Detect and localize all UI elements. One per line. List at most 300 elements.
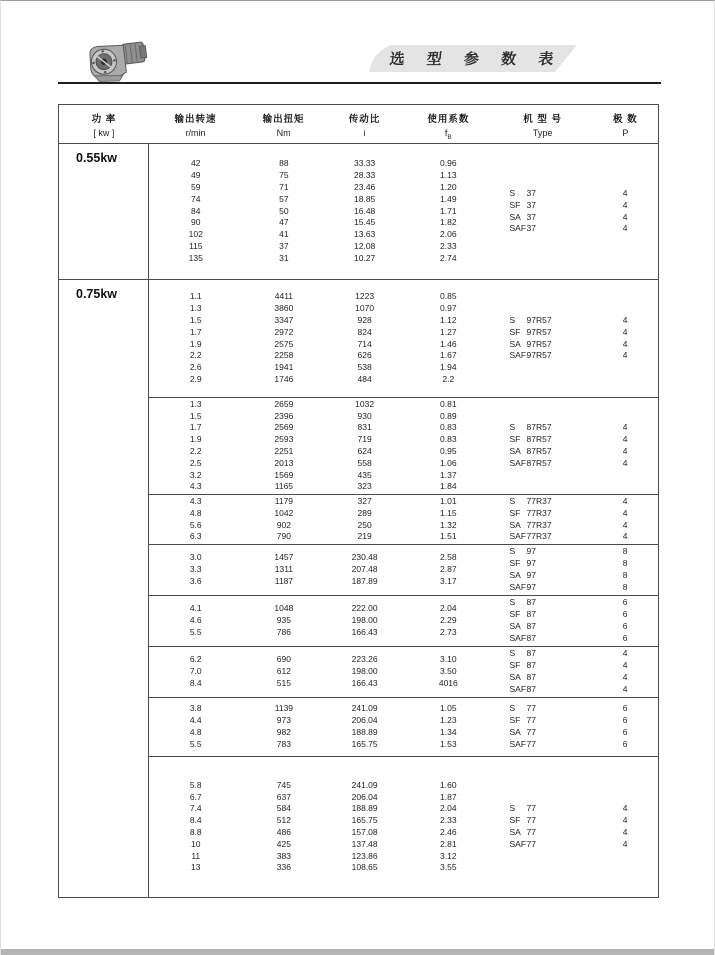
type-poles-group	[493, 496, 658, 543]
type-series-prefix: SF	[509, 660, 521, 671]
type-model: 37	[526, 199, 536, 210]
table-row	[149, 666, 493, 678]
ratio-value: 137.48	[351, 838, 378, 849]
type-series-prefix: S	[509, 803, 516, 814]
type-model: 77	[526, 715, 536, 726]
speed-value: 4.6	[189, 615, 202, 626]
speed-value: 6.3	[189, 531, 202, 542]
service-factor-value: 4016	[438, 677, 458, 688]
torque-value: 1139	[274, 703, 294, 714]
table-row	[149, 241, 493, 253]
poles-value: 4	[622, 815, 628, 826]
table-row	[149, 576, 493, 588]
ratio-value: 824	[357, 326, 372, 337]
table-row	[149, 194, 493, 206]
poles-value: 4	[622, 672, 628, 682]
table-row	[149, 654, 493, 666]
torque-value: 584	[276, 803, 291, 814]
service-factor-value: 1.34	[440, 727, 457, 737]
type-series-prefix: SF	[509, 507, 521, 518]
poles-value: 4	[622, 660, 628, 671]
data-block	[149, 756, 658, 897]
table-row	[149, 206, 493, 218]
speed-value: 5.5	[189, 626, 202, 637]
service-factor-value: 1.01	[440, 495, 457, 506]
torque-value: 637	[276, 791, 291, 802]
data-rows	[149, 780, 493, 874]
torque-value: 902	[276, 519, 291, 530]
ratio-value: 198.00	[351, 666, 378, 677]
type-value	[493, 223, 593, 235]
speed-value: 42	[191, 158, 201, 169]
table-row	[149, 815, 493, 827]
type-series-prefix: SF	[509, 715, 521, 726]
ratio-value: 250	[357, 519, 372, 530]
data-rows	[149, 496, 493, 543]
section-blocks	[149, 280, 658, 897]
type-series-prefix: SAF	[509, 683, 527, 694]
column-header-poles: 极 数 P	[613, 114, 638, 138]
service-factor-value: 2.06	[440, 229, 457, 240]
data-rows	[149, 552, 493, 587]
torque-value: 88	[279, 158, 289, 169]
poles-value: 4	[622, 838, 628, 849]
poles-value: 4	[622, 446, 628, 456]
type-value	[493, 621, 593, 633]
table-row	[149, 739, 493, 751]
type-value	[493, 434, 593, 446]
speed-value: 5.6	[189, 519, 202, 530]
type-series-prefix: SA	[509, 338, 521, 349]
data-block	[149, 595, 658, 646]
ratio-value: 165.75	[351, 738, 378, 749]
poles-value: 4	[622, 187, 628, 198]
speed-value: 74	[191, 193, 201, 204]
type-model: 77	[526, 827, 536, 837]
power-section	[59, 279, 658, 897]
torque-value: 57	[279, 193, 289, 204]
poles-value: 4	[622, 314, 628, 325]
type-model: 87R57	[526, 446, 552, 456]
speed-value: 3.2	[189, 469, 202, 480]
torque-value: 783	[276, 738, 291, 749]
service-factor-value: 0.83	[440, 422, 457, 433]
ratio-value: 157.08	[351, 827, 378, 837]
service-factor-value: 3.55	[440, 862, 457, 873]
table-row	[149, 727, 493, 739]
type-model: 77R37	[526, 519, 552, 530]
ratio-value: 188.89	[351, 803, 378, 814]
type-model: 77	[526, 838, 536, 849]
service-factor-value: 1.13	[440, 170, 457, 181]
table-row	[149, 229, 493, 241]
type-poles-group	[493, 422, 658, 469]
type-poles-group	[493, 648, 658, 695]
torque-value: 336	[276, 862, 291, 873]
poles-value: 6	[622, 621, 628, 631]
poles-value: 4	[622, 326, 628, 337]
speed-value: 4.4	[189, 715, 202, 726]
speed-value: 49	[191, 170, 201, 181]
title-badge	[367, 44, 579, 73]
type-value	[493, 633, 593, 645]
speed-value: 10	[191, 838, 201, 849]
speed-value: 3.3	[189, 564, 202, 575]
table-row	[149, 411, 493, 423]
speed-value: 4.1	[189, 603, 202, 614]
data-rows	[149, 158, 493, 264]
type-model: 87	[526, 683, 536, 694]
table-header	[59, 105, 658, 144]
speed-value: 8.4	[189, 815, 202, 826]
data-block	[149, 144, 658, 279]
ratio-value: 624	[357, 446, 372, 456]
torque-value: 690	[276, 654, 291, 665]
torque-value: 4411	[274, 291, 294, 302]
type-value	[493, 558, 593, 570]
poles-value: 4	[622, 507, 628, 518]
type-series-prefix: S	[509, 422, 516, 433]
torque-value: 3347	[274, 314, 294, 325]
ratio-value: 831	[357, 422, 372, 433]
speed-value: 2.9	[189, 373, 202, 384]
type-series-prefix: SA	[509, 211, 521, 222]
type-series-prefix: S	[509, 187, 516, 198]
column-header-torque: 输出扭矩 Nm	[262, 114, 305, 138]
type-value	[493, 508, 593, 520]
speed-value: 7.0	[189, 666, 202, 677]
speed-value: 102	[188, 229, 203, 240]
type-series-prefix: SAF	[509, 350, 527, 361]
ratio-value: 188.89	[351, 727, 378, 737]
type-series-prefix: SA	[509, 672, 521, 682]
ratio-value: 219	[357, 531, 372, 542]
table-row	[149, 217, 493, 229]
torque-value: 37	[279, 240, 289, 251]
column-header-ratio: 传动比 i	[348, 114, 381, 138]
type-model: 87	[526, 632, 536, 643]
ratio-value: 33.33	[354, 158, 376, 169]
service-factor-value: 2.33	[440, 815, 457, 826]
type-series-prefix: S	[509, 703, 516, 714]
table-row	[149, 458, 493, 470]
type-value	[493, 531, 593, 543]
type-model: 77	[526, 727, 536, 737]
service-factor-value: 1.05	[440, 703, 457, 714]
type-poles-group	[493, 803, 658, 850]
ratio-value: 323	[357, 481, 372, 492]
type-value	[493, 827, 593, 839]
torque-value: 71	[279, 182, 289, 192]
power-section	[59, 144, 658, 279]
service-factor-value: 1.84	[440, 481, 457, 492]
service-factor-value: 2.58	[440, 552, 457, 563]
torque-value: 935	[276, 615, 291, 626]
type-model: 77	[526, 803, 536, 814]
poles-value: 6	[622, 609, 628, 620]
column-header-type: 机 型 号 Type	[523, 114, 563, 138]
type-series-prefix: SA	[509, 827, 521, 837]
service-factor-value: 2.29	[440, 615, 457, 626]
type-model: 87	[526, 609, 536, 620]
speed-value: 1.5	[189, 410, 202, 421]
service-factor-value: 0.89	[440, 410, 457, 421]
column-header-power: 功 率 [ kw ]	[91, 114, 117, 138]
type-value	[493, 648, 593, 660]
type-series-prefix: SAF	[509, 457, 527, 468]
column-header-service-factor: 使用系数 $f_B$	[427, 114, 470, 141]
ratio-value: 626	[357, 350, 372, 361]
ratio-value: 289	[357, 507, 372, 518]
poles-value: 4	[622, 495, 628, 506]
torque-value: 745	[276, 779, 291, 790]
torque-value: 1746	[274, 373, 294, 384]
power-label: 0.75kw	[59, 280, 149, 897]
speed-value: 1.7	[189, 326, 202, 337]
type-value	[493, 496, 593, 508]
ratio-value: 166.43	[351, 626, 378, 637]
table-row	[149, 678, 493, 690]
speed-value: 2.2	[189, 446, 202, 456]
poles-value: 8	[622, 570, 628, 580]
ratio-value: 484	[357, 373, 372, 384]
type-model: 77R37	[526, 531, 552, 542]
torque-value: 2569	[274, 422, 294, 433]
ratio-value: 1070	[355, 303, 375, 314]
table-row	[149, 564, 493, 576]
poles-value: 4	[622, 803, 628, 814]
type-model: 77	[526, 815, 536, 826]
poles-value: 8	[622, 558, 628, 569]
service-factor-value: 1.71	[440, 205, 457, 216]
type-model: 97R57	[526, 314, 552, 325]
ratio-value: 928	[357, 314, 372, 325]
ratio-value: 714	[357, 338, 372, 349]
speed-value: 4.8	[189, 507, 202, 518]
type-model: 37	[526, 223, 536, 234]
ratio-value: 108.65	[351, 862, 378, 873]
type-value	[493, 520, 593, 532]
table-row	[149, 839, 493, 851]
type-model: 97R57	[526, 338, 552, 349]
table-row	[149, 253, 493, 265]
service-factor-value: 0.81	[440, 398, 457, 409]
type-model: 87R57	[526, 457, 552, 468]
speed-value: 1.3	[189, 398, 202, 409]
type-series-prefix: SA	[509, 727, 521, 737]
type-value	[493, 597, 593, 609]
type-model: 87	[526, 648, 536, 659]
speed-value: 6.2	[189, 654, 202, 665]
table-row	[149, 399, 493, 411]
table-row	[149, 792, 493, 804]
type-value	[493, 715, 593, 727]
ratio-value: 23.46	[354, 182, 376, 192]
torque-value: 50	[279, 205, 289, 216]
type-series-prefix: SF	[509, 815, 521, 826]
torque-value: 1048	[274, 603, 294, 614]
table-row	[149, 374, 493, 386]
table-row	[149, 603, 493, 615]
service-factor-value: 2.87	[440, 564, 457, 575]
ratio-value: 18.85	[354, 193, 376, 204]
torque-value: 41	[279, 229, 289, 240]
torque-value: 973	[276, 715, 291, 726]
torque-value: 31	[279, 252, 289, 263]
type-value	[493, 327, 593, 339]
service-factor-value: 0.95	[440, 446, 457, 456]
data-block	[149, 280, 658, 397]
type-poles-group	[493, 315, 658, 362]
service-factor-value: 3.17	[440, 575, 457, 586]
table-body	[59, 144, 658, 897]
torque-value: 425	[276, 838, 291, 849]
speed-value: 2.6	[189, 362, 202, 373]
type-value	[493, 458, 593, 470]
poles-value: 4	[622, 457, 628, 468]
service-factor-value: 1.53	[440, 738, 457, 749]
type-series-prefix: SAF	[509, 738, 527, 749]
table-row	[149, 615, 493, 627]
table-row	[149, 862, 493, 874]
type-model: 37	[526, 187, 536, 198]
type-value	[493, 684, 593, 696]
service-factor-value: 1.82	[440, 217, 457, 228]
service-factor-value: 3.10	[440, 654, 457, 665]
torque-value: 1179	[274, 495, 294, 506]
speed-value: 1.5	[189, 314, 202, 325]
table-row	[149, 703, 493, 715]
ratio-value: 207.48	[351, 564, 378, 575]
type-model: 97R57	[526, 350, 552, 361]
ratio-value: 166.43	[351, 677, 378, 688]
type-series-prefix: SA	[509, 621, 521, 631]
speed-value: 3.6	[189, 575, 202, 586]
speed-value: 1.9	[189, 338, 202, 349]
service-factor-value: 2.04	[440, 803, 457, 814]
type-value	[493, 350, 593, 362]
ratio-value: 10.27	[354, 252, 376, 263]
torque-value: 1941	[274, 362, 294, 373]
header-rule	[58, 82, 661, 84]
power-label: 0.55kw	[59, 144, 149, 279]
gear-motor-icon	[83, 33, 153, 89]
ratio-value: 222.00	[351, 603, 378, 614]
speed-value: 2.2	[189, 350, 202, 361]
service-factor-value: 0.83	[440, 434, 457, 445]
speed-value: 90	[191, 217, 201, 228]
type-series-prefix: SAF	[509, 223, 527, 234]
type-value	[493, 546, 593, 558]
gear-motor-image	[83, 33, 153, 89]
type-value	[493, 739, 593, 751]
type-series-prefix: SF	[509, 609, 521, 620]
speed-value: 6.7	[189, 791, 202, 802]
type-series-prefix: S	[509, 648, 516, 659]
ratio-value: 230.48	[351, 552, 378, 563]
type-poles-group	[493, 703, 658, 750]
speed-value: 1.7	[189, 422, 202, 433]
type-model: 77	[526, 703, 536, 714]
poles-value: 4	[622, 338, 628, 349]
torque-value: 1187	[274, 575, 294, 586]
ratio-value: 558	[357, 457, 372, 468]
torque-value: 612	[276, 666, 291, 677]
poles-value: 4	[622, 519, 628, 530]
speed-value: 135	[188, 252, 203, 263]
type-poles-group	[493, 546, 658, 593]
type-value	[493, 803, 593, 815]
ratio-value: 13.63	[354, 229, 376, 240]
type-value	[493, 660, 593, 672]
type-series-prefix: SA	[509, 446, 521, 456]
torque-value: 3860	[274, 303, 294, 314]
data-block	[149, 646, 658, 697]
table-row	[149, 434, 493, 446]
table-row	[149, 803, 493, 815]
type-series-prefix: SF	[509, 558, 521, 569]
poles-value: 6	[622, 597, 628, 608]
type-series-prefix: SF	[509, 199, 521, 210]
service-factor-value: 3.50	[440, 666, 457, 677]
type-value	[493, 315, 593, 327]
type-series-prefix: S	[509, 546, 516, 557]
speed-value: 59	[191, 182, 201, 192]
speed-value: 115	[188, 240, 203, 251]
poles-value: 4	[622, 223, 628, 234]
speed-value: 3.0	[189, 552, 202, 563]
service-factor-value: 0.97	[440, 303, 457, 314]
ratio-value: 241.09	[351, 779, 378, 790]
torque-value: 515	[276, 677, 291, 688]
service-factor-value: 1.20	[440, 182, 457, 192]
service-factor-value: 2.46	[440, 827, 457, 837]
poles-value: 4	[622, 683, 628, 694]
ratio-value: 327	[357, 495, 372, 506]
poles-value: 6	[622, 703, 628, 714]
service-factor-value: 1.49	[440, 193, 457, 204]
type-series-prefix: SA	[509, 519, 521, 530]
torque-value: 47	[279, 217, 289, 228]
page-bottom-edge	[1, 949, 714, 955]
type-value	[493, 582, 593, 594]
poles-value: 4	[622, 211, 628, 222]
ratio-value: 206.04	[351, 715, 378, 726]
type-value	[493, 212, 593, 224]
type-model: 87	[526, 597, 536, 608]
service-factor-value: 1.23	[440, 715, 457, 726]
type-value	[493, 839, 593, 851]
speed-value: 1.9	[189, 434, 202, 445]
ratio-value: 930	[357, 410, 372, 421]
speed-value: 4.3	[189, 481, 202, 492]
service-factor-value: 2.2	[442, 373, 455, 384]
speed-value: 13	[191, 862, 201, 873]
service-factor-value: 2.04	[440, 603, 457, 614]
service-factor-value: 1.94	[440, 362, 457, 373]
ratio-value: 719	[357, 434, 372, 445]
service-factor-value: 1.46	[440, 338, 457, 349]
type-value	[493, 570, 593, 582]
type-series-prefix: SAF	[509, 632, 527, 643]
data-block	[149, 697, 658, 756]
service-factor-value: 1.87	[440, 791, 457, 802]
type-value	[493, 609, 593, 621]
type-value	[493, 727, 593, 739]
table-row	[149, 422, 493, 434]
data-rows	[149, 654, 493, 689]
torque-value: 2013	[274, 457, 294, 468]
